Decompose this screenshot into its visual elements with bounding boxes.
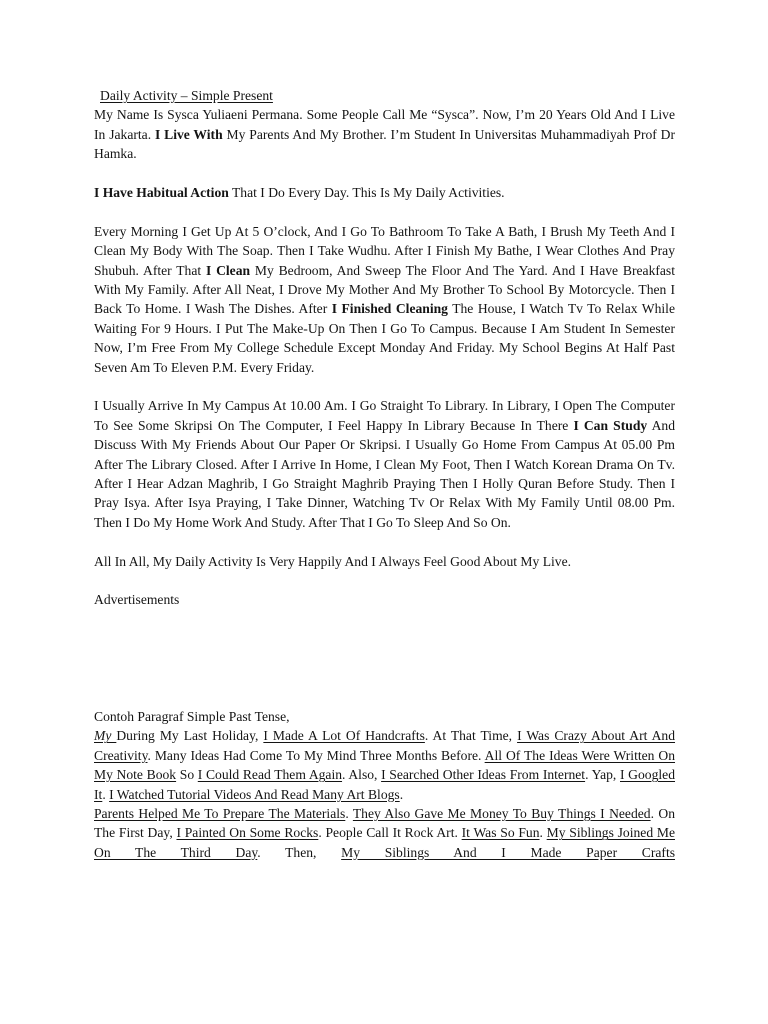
bold-phrase: I Clean	[205, 262, 251, 278]
past-tense-paragraph-1: My During My Last Holiday, I Made A Lot Of Handcrafts. At That Time, I Was Crazy About Art And Creativity. Many Ideas Had Come To My Mind Three Months Before. All Of The Ideas Were Written On My Note Book So I Could Read Them Again. Also, I Searched Other Ideas From Internet. Yap, I Googled It. I Watched Tutorial Videos And Read Many Art Blogs.	[94, 728, 676, 802]
document-title	[100, 86, 675, 105]
advertisements-label: Advertisements	[94, 592, 180, 608]
campus-paragraph: I Usually Arrive In My Campus At 10.00 Am. I Go Straight To Library. In Library, I Open The Computer To See Some Skripsi On The Computer, I Feel Happy In Library Because In There I Can Study And Discuss With My Friends About Our Paper Or Skripsi. I Usually Go Home From Campus At 05.00 Pm After The Library Closed. After I Arrive In Home, I Clean My Foot, Then I Watch Korean Drama On Tv. After I Hear Adzan Maghrib, I Go Straight Maghrib Praying Then I Holly Quran Before Study. Then I Pray Isya. After Isya Praying, I Take Dinner, Watching Tv Or Relax With My Family Until 08.00 Pm. Then I Do My Home Work And Study. After That I Go To Sleep And So On.	[94, 398, 676, 530]
title-text: Daily Activity – Simple Present	[100, 88, 273, 103]
bold-phrase: I Live With	[154, 126, 223, 142]
intro-paragraph: My Name Is Sysca Yuliaeni Permana. Some People Call Me “Sysca”. Now, I’m 20 Years Old And I Live In Jakarta. I Live With My Parents And My Brother. I’m Student In Universitas Muhammadiyah Prof Dr Hamka.	[94, 107, 676, 162]
past-tense-heading: Contoh Paragraf Simple Past Tense,	[94, 708, 290, 724]
bold-phrase: I Finished Cleaning	[331, 301, 448, 317]
document-page	[94, 86, 675, 862]
advertisement-space	[94, 610, 675, 707]
morning-paragraph: Every Morning I Get Up At 5 O’clock, And I Go To Bathroom To Take A Bath, I Brush My Teeth And I Clean My Body With The Soap. Then I Take Wudhu. After I Finish My Bathe, I Wear Clothes And Pray Shubuh. After That I Clean My Bedroom, And Sweep The Floor And The Yard. And I Have Breakfast With My Family. After All Neat, I Drove My Mother And My Brother To School By Motorcycle. Then I Back To Home. I Wash The Dishes. After I Finished Cleaning The House, I Watch Tv To Relax While Waiting For 9 Hours. I Put The Make-Up On Then I Go To Campus. Because I Am Student In Semester Now, I’m Free From My College Schedule Except Monday And Friday. My School Begins At Half Past Seven Am To Eleven P.M. Every Friday.	[94, 223, 675, 375]
bold-phrase: I Have Habitual Action	[94, 185, 229, 201]
habitual-paragraph: I Have Habitual Action That I Do Every Day. This Is My Daily Activities.	[94, 185, 505, 201]
bold-phrase: I Can Study	[573, 417, 648, 433]
past-tense-paragraph-2: Parents Helped Me To Prepare The Materials. They Also Gave Me Money To Buy Things I Needed. On The First Day, I Painted On Some Rocks. People Call It Rock Art. It Was So Fun. My Siblings Joined Me On The Third Day. Then, My Siblings And I Made Paper Crafts	[94, 805, 676, 860]
closing-paragraph: All In All, My Daily Activity Is Very Happily And I Always Feel Good About My Live.	[94, 553, 572, 569]
